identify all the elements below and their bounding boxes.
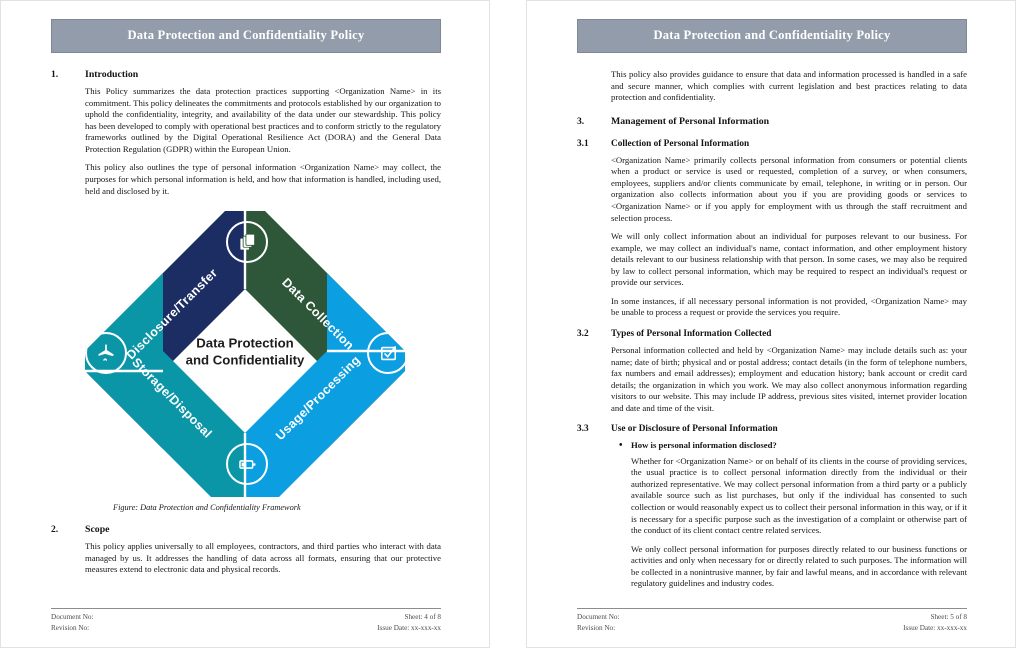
section-3-2-title: Types of Personal Information Collected xyxy=(611,329,772,339)
list-item: • How is personal information disclosed? xyxy=(631,440,967,451)
airplane-icon xyxy=(85,332,127,374)
label-text-disclosure-transfer: Disclosure/Transfer xyxy=(123,265,221,363)
section-3-3-heading xyxy=(577,424,967,434)
framework-diagram xyxy=(79,207,411,497)
label-text-storage-disposal: Storage/Disposal xyxy=(129,355,215,441)
label-text-data-collection: Data Collection xyxy=(279,275,357,353)
page-5-lead-paragraph: This policy also provides guidance to ensure that data and information processed is handled in a safe and secure manner, which complies with current legislation and best practices relating to data protection and confidentiality. xyxy=(611,69,967,103)
footer-right xyxy=(903,612,967,633)
footer-sheet: Sheet: 4 of 8 xyxy=(404,613,441,622)
footer-revision-no: Revision No: xyxy=(51,623,90,632)
footer-left xyxy=(577,612,620,633)
section-1-number: 1. xyxy=(51,69,59,80)
diagram-center-label xyxy=(165,335,325,370)
section-3-2-number: 3.2 xyxy=(577,329,589,339)
section-3-3-paragraph-1: Whether for <Organization Name> or on behalf of its clients in the course of providing services, the usual practice is to collect personal information directly from the individual or their authorized representative. We may collect personal information from a third party or a publicly available source such as list purchases, but only if the individual has consented to such collection or would reasonably expect us to collect their personal information in this way, or if it is necessary for a specific purpose such as the investigation of a complaint or otherwise part of the conduct of its client contact centre related services. xyxy=(631,455,967,536)
document-page-4 xyxy=(0,0,490,648)
page-4-footer xyxy=(51,608,441,633)
section-3-2-heading xyxy=(577,329,967,339)
section-2-paragraph-1: This policy applies universally to all employees, contractors, and third parties who interact with data managed by us. It addresses the handling of data across all formats, ensuring that our protective measures extend to electronic data and physical records. xyxy=(85,541,441,575)
section-3-3-paragraph-2: We only collect personal information for purposes directly related to our business functions or activities and only when necessary for or directly related to such purposes. The information will be collected in a nonintrusive manner, by fair and lawful means, and in accordance with relevant regulatory guidelines and industry codes. xyxy=(631,543,967,589)
section-3-1-paragraph-3: In some instances, if all necessary personal information is not provided, <Organization Name> may be unable to process a request or provide the services you require. xyxy=(611,295,967,318)
footer-divider xyxy=(577,608,967,609)
section-3-1-number: 3.1 xyxy=(577,138,589,149)
footer-document-no: Document No: xyxy=(577,613,620,622)
section-3-2-paragraph-1: Personal information collected and held by <Organization Name> may include details such as: your name; date of birth; physical and or postal address; contact details (in the form of telephone numbers, fax numbers and email addresses); employment and education history; bank account or credit card details; the organization in which you work. We may also collect anonymous information regarding visitors to our website. This may include IP address, previous sites visited, internet provider location and date and time of the visit. xyxy=(611,345,967,413)
section-2-title: Scope xyxy=(85,524,110,536)
label-text-usage-processing: Usage/Processing xyxy=(273,353,363,444)
page-5-footer xyxy=(577,608,967,633)
page-5-title-bar: Data Protection and Confidentiality Policy xyxy=(577,19,967,53)
section-3-1-title: Collection of Personal Information xyxy=(611,138,750,149)
footer-document-no: Document No: xyxy=(51,613,94,622)
page-5-content xyxy=(577,19,967,635)
footer-left xyxy=(51,612,94,633)
section-3-heading xyxy=(577,116,967,127)
section-3-1-paragraph-2: We will only collect information about an individual for purposes relevant to our business. For example, we may collect an individual's name, contact information, and other employment history details relevant to our business relationship with that person. In some cases, we may also be required by law to collect personal information, which may be required to respect an individual's request or provide our services. xyxy=(611,231,967,288)
page-4-content xyxy=(51,19,441,635)
figure-caption: Figure: Data Protection and Confidentiality Framework xyxy=(113,503,301,513)
section-3-title: Management of Personal Information xyxy=(611,115,770,127)
section-1-title: Introduction xyxy=(85,69,139,80)
footer-issue-date: Issue Date: xx-xxx-xx xyxy=(903,623,967,632)
footer-revision-no: Revision No: xyxy=(577,623,616,632)
section-3-3-title: Use or Disclosure of Personal Information xyxy=(611,424,778,435)
framework-figure xyxy=(51,207,441,512)
battery-icon xyxy=(226,443,268,485)
footer-divider xyxy=(51,608,441,609)
footer-sheet: Sheet: 5 of 8 xyxy=(930,613,967,622)
footer-right xyxy=(377,612,441,633)
section-1-paragraph-1: This Policy summarizes the data protection practices supporting <Organization Name> in its commitment. This policy delineates the commitments and protocols established by our organization to uphold the confidentiality, integrity, and availability of the data under our stewardship. This policy has been developed to comply with operational best practices and to conform strictly to the regulatory frameworks outlined by the Digital Operational Resilience Act (DORA) and the General Data Protection Regulation (GDPR) within the European Union. xyxy=(85,86,441,154)
center-line-1: Data Protection xyxy=(196,335,294,351)
document-page-5 xyxy=(526,0,1016,648)
section-3-1-paragraph-1: <Organization Name> primarily collects personal information from consumers or potential clients when a product or service is used or requested, completion of a survey, or when consumers, employees, suppliers and/or clients communicate by email, telephone, in writing or in person. Our organization also collects information about you if you are providing goods or services to <Organization Name> or if you apply for employment with us through the staff recruitment and selection process. xyxy=(611,154,967,223)
section-3-3-bullet-list xyxy=(577,440,967,451)
documents-icon xyxy=(226,221,268,263)
footer-rows xyxy=(577,612,967,633)
section-1-heading xyxy=(51,69,441,80)
section-2-heading xyxy=(51,524,441,535)
diamond-stage xyxy=(79,207,411,497)
footer-issue-date: Issue Date: xx-xxx-xx xyxy=(377,623,441,632)
page-4-title-bar: Data Protection and Confidentiality Policy xyxy=(51,19,441,53)
section-3-number: 3. xyxy=(577,115,585,127)
section-1-paragraph-2: This policy also outlines the type of personal information <Organization Name> may collect, the purposes for which personal information is held, and how that information is handled, including used, held and disclosed by it. xyxy=(85,162,441,196)
footer-rows xyxy=(51,612,441,633)
section-2-number: 2. xyxy=(51,524,59,536)
section-3-1-heading xyxy=(577,139,967,149)
section-3-3-number: 3.3 xyxy=(577,424,589,435)
checkbox-icon xyxy=(367,332,409,374)
page-gutter xyxy=(490,0,526,648)
center-line-2: and Confidentiality xyxy=(185,353,305,369)
